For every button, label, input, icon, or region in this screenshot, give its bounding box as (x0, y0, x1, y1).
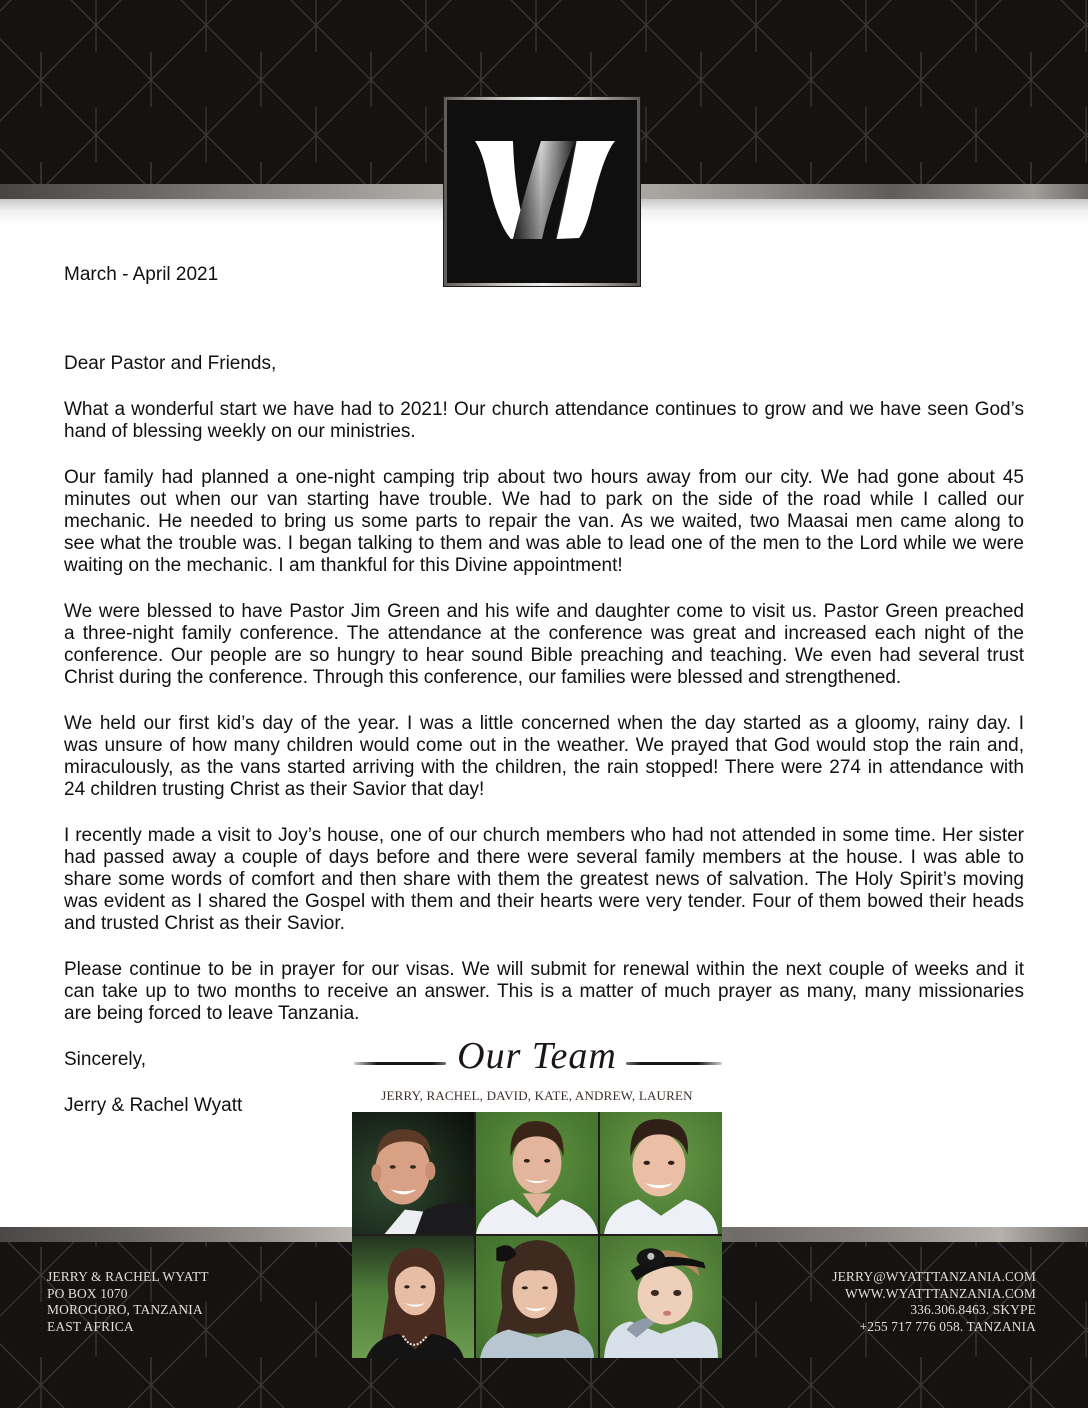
toddler-girl-portrait-icon (600, 1236, 722, 1358)
address-line: MOROGORO, TANZANIA (47, 1302, 203, 1318)
text-line: had passed away a couple of days before and there were several family members at the house. I was able to (64, 847, 1024, 868)
text-line: see what the trouble was. I began talking to them and was able to lead one of the men to the Lord while we were (64, 533, 1024, 554)
team-heading (352, 1034, 722, 1082)
paragraph (64, 959, 1024, 1025)
paragraph (64, 713, 1024, 801)
address-line: PO BOX 1070 (47, 1285, 128, 1301)
address-line: EAST AFRICA (47, 1319, 134, 1335)
contact-info (832, 1269, 1036, 1336)
team-photo (476, 1112, 598, 1234)
address-line: JERRY & RACHEL WYATT (47, 1269, 209, 1284)
closing: Sincerely, (64, 1049, 147, 1070)
greeting-text: Dear Pastor and Friends, (64, 353, 277, 374)
team-photo (600, 1112, 722, 1234)
logo-frame (447, 100, 637, 283)
team-title: Our Team (457, 1035, 617, 1077)
text-line: 24 children trusting Christ as their Savior that day! (64, 779, 485, 800)
team-photo (476, 1236, 598, 1358)
text-line: and trusted Christ as their Savior. (64, 913, 345, 934)
text-line: share some words of comfort and then share with them the greatest news of salvation. The Holy Spirit’s moving (64, 869, 1024, 890)
skype-phone: 336.306.8463. SKYPE (910, 1302, 1036, 1318)
letter-date: March - April 2021 (64, 264, 219, 285)
text-line: waiting on the mechanic. I am thankful for this Divine appointment! (64, 555, 623, 576)
text-line: Please continue to be in prayer for our visas. We will submit for renewal within the next couple of weeks and it (64, 959, 1024, 980)
team-photo (600, 1236, 722, 1358)
tanzania-phone: +255 717 776 058. TANZANIA (859, 1319, 1036, 1335)
team-photo (352, 1112, 474, 1234)
text-line: We were blessed to have Pastor Jim Green and his wife and daughter come to visit us. Pastor Green preached (64, 601, 1024, 622)
text-line: I recently made a visit to Joy’s house, one of our church members who had not attended in some time. Her sister (64, 825, 1024, 846)
team-photo (352, 1236, 474, 1358)
email-link[interactable]: JERRY@WYATTTANZANIA.COM (832, 1269, 1036, 1284)
paragraph (64, 825, 1024, 935)
team-photo-grid (352, 1112, 722, 1358)
text-line: conference. Our people are so hungry to hear sound Bible preaching and teaching. We even had several trust (64, 645, 1024, 666)
text-line: a three-night family conference. The attendance at the conference was great and increased each night of the (64, 623, 1024, 644)
text-line: was evident as I shared the Gospel with them and their hearts were very tender. Four of them bowed their heads (64, 891, 1024, 912)
girl-portrait-icon (476, 1236, 598, 1358)
text-line: Our family had planned a one-night camping trip about two hours away from our city. We had gone about 45 (64, 467, 1024, 488)
text-line: What a wonderful start we have had to 2021! Our church attendance continues to grow and we have seen God’s (64, 399, 1024, 420)
text-line: are being forced to leave Tanzania. (64, 1003, 360, 1024)
young-boy-portrait-icon (600, 1112, 722, 1234)
adult-woman-portrait-icon (352, 1236, 474, 1358)
text-line: was unsure of how many children would come out in the weather. We prayed that God would stop the rain and, (64, 735, 1024, 756)
text-line: We held our first kid’s day of the year. I was a little concerned when the day started as a gloomy, rainy day. I (64, 713, 1024, 734)
team-names: JERRY, RACHEL, DAVID, KATE, ANDREW, LAUREN (381, 1088, 693, 1103)
logo (444, 97, 640, 286)
text-line: miraculously, as the vans started arriving with the children, the rain stopped! There were 274 in attendance with (64, 757, 1024, 778)
adult-man-portrait-icon (352, 1112, 474, 1234)
mailing-address (47, 1269, 209, 1336)
boy-portrait-icon (476, 1112, 598, 1234)
ribbon-w-monogram-icon (444, 97, 640, 286)
paragraph (64, 601, 1024, 689)
website-link[interactable]: WWW.WYATTTANZANIA.COM (845, 1285, 1036, 1301)
text-line: mechanic. He needed to bring us some parts to repair the van. As we waited, two Maasai men came along to (64, 511, 1024, 532)
text-line: Christ during the conference. Through this conference, our families were blessed and strengthened. (64, 667, 902, 688)
paragraph (64, 399, 1024, 443)
letter-body (64, 353, 1024, 1141)
text-line: minutes out when our van starting have trouble. We had to park on the side of the road while I called our (64, 489, 1024, 510)
decorative-rule-right (626, 1062, 722, 1065)
signature: Jerry & Rachel Wyatt (64, 1095, 243, 1116)
text-line: hand of blessing weekly on our ministries. (64, 421, 416, 442)
paragraph (64, 467, 1024, 577)
greeting (64, 353, 1024, 375)
text-line: can take up to two months to receive an answer. This is a matter of much prayer as many, many missionaries (64, 981, 1024, 1002)
